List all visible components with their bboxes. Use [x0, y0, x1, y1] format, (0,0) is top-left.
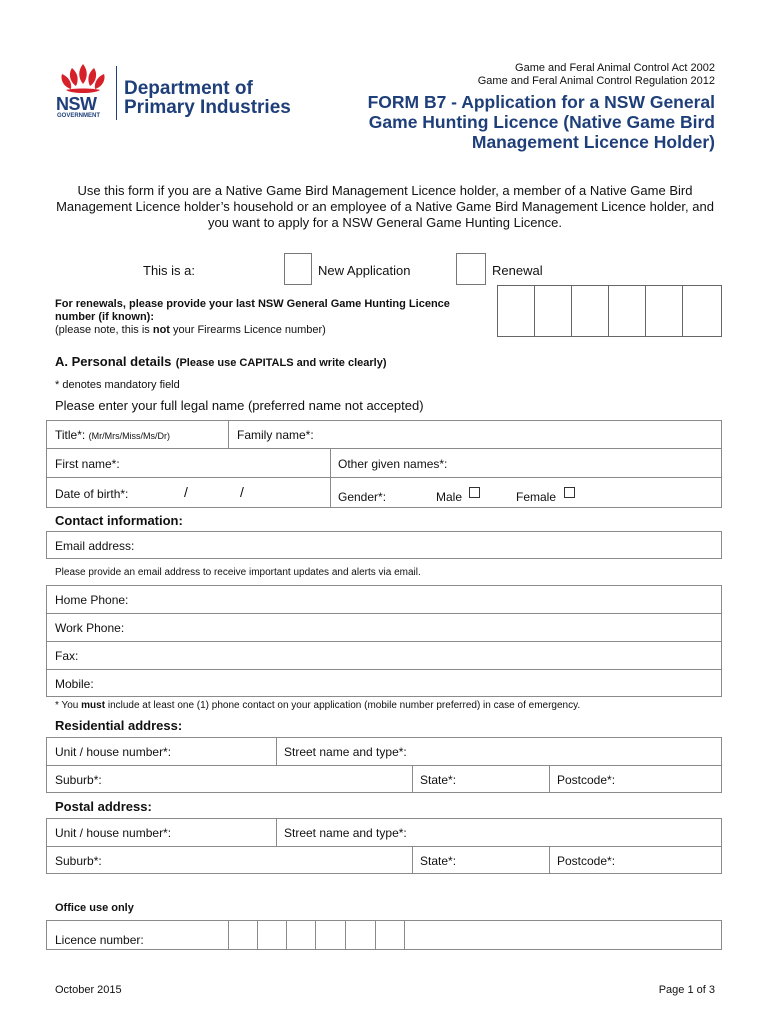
office-licence-digit: [257, 920, 258, 950]
office-use-heading: Office use only: [55, 902, 134, 914]
mandatory-note: * denotes mandatory field: [55, 379, 180, 391]
postal-suburb-field[interactable]: Suburb*:: [55, 854, 102, 868]
office-licence-digit: [375, 920, 376, 950]
renewal-checkbox[interactable]: [456, 253, 486, 285]
intro-text: [40, 183, 730, 231]
email-field[interactable]: Email address:: [55, 539, 135, 553]
renewal-note-line2: number (if known):: [55, 311, 154, 323]
office-licence-digit: [345, 920, 346, 950]
phone-note: [55, 700, 580, 711]
residential-heading: Residential address:: [55, 718, 183, 733]
licence-digit-box[interactable]: [571, 285, 572, 337]
act-line1: Game and Feral Animal Control Act 2002: [515, 62, 715, 74]
personal-details-heading: [55, 353, 386, 371]
title-hint: (Mr/Mrs/Miss/Ms/Dr): [88, 431, 171, 441]
licence-digit-box[interactable]: [608, 285, 609, 337]
first-name-field[interactable]: First name*:: [55, 457, 120, 471]
residential-state-field[interactable]: State*:: [420, 773, 457, 787]
office-licence-digit: [315, 920, 316, 950]
renewal-note-line3-post: your Firearms Licence number): [169, 324, 326, 336]
female-checkbox[interactable]: [564, 487, 575, 498]
male-label: Male: [436, 490, 463, 504]
title-label: Title*:: [55, 428, 86, 442]
new-application-checkbox[interactable]: [284, 253, 312, 285]
nsw-wordmark: NSW: [56, 94, 97, 114]
licence-digit-box[interactable]: [682, 285, 683, 337]
postal-unit-field[interactable]: Unit / house number*:: [55, 826, 172, 840]
footer-date: October 2015: [55, 984, 122, 996]
logo-divider: [116, 66, 117, 120]
government-wordmark: GOVERNMENT: [57, 113, 101, 119]
family-name-field[interactable]: Family name*:: [237, 428, 314, 442]
phone-note-post: include at least one (1) phone contact on your application (mobile number preferred) in case of emergency.: [105, 700, 581, 711]
licence-digit-box[interactable]: [534, 285, 535, 337]
renewal-note-line3-pre: (please note, this is: [55, 324, 153, 336]
residential-street-field[interactable]: Street name and type*:: [284, 745, 407, 759]
renewal-note-line3-bold: not: [152, 324, 170, 336]
personal-heading-note: (Please use CAPITALS and write clearly): [175, 357, 387, 369]
form-title-line3: Management Licence Holder): [471, 132, 715, 152]
form-title-line1: FORM B7 - Application for a NSW General: [367, 92, 715, 112]
office-licence-digit: [404, 920, 405, 950]
department-name-line1: Department of: [124, 78, 253, 99]
residential-suburb-field[interactable]: Suburb*:: [55, 773, 102, 787]
date-of-birth-field[interactable]: Date of birth*:: [55, 487, 129, 501]
form-title-line2: Game Hunting Licence (Native Game Bird: [368, 112, 715, 132]
postal-postcode-field[interactable]: Postcode*:: [557, 854, 616, 868]
postal-heading: Postal address:: [55, 799, 152, 814]
title-field[interactable]: [55, 428, 170, 442]
office-licence-digit: [286, 920, 287, 950]
email-box: [46, 531, 722, 559]
renewal-label: Renewal: [492, 263, 543, 278]
email-note: Please provide an email address to receive important updates and alerts via email.: [55, 567, 421, 578]
act-line2: Game and Feral Animal Control Regulation 2012: [477, 75, 715, 87]
contact-heading: Contact information:: [55, 513, 183, 528]
residential-postcode-field[interactable]: Postcode*:: [557, 773, 616, 787]
waratah-icon: [52, 60, 114, 96]
fax-field[interactable]: Fax:: [55, 649, 79, 663]
personal-heading-text: A. Personal details: [55, 354, 172, 369]
gender-label: Gender*:: [338, 490, 387, 504]
intro-line3: you want to apply for a NSW General Game Hunting Licence.: [207, 215, 563, 230]
other-given-names-field[interactable]: Other given names*:: [338, 457, 448, 471]
phone-note-bold: must: [81, 700, 106, 711]
renewal-note-line3: [55, 324, 450, 337]
renewal-note: [55, 298, 450, 337]
male-checkbox[interactable]: [469, 487, 480, 498]
residential-unit-field[interactable]: Unit / house number*:: [55, 745, 172, 759]
intro-line1: Use this form if you are a Native Game Bird Management Licence holder, a member of a Native Game Bird: [77, 183, 693, 198]
home-phone-field[interactable]: Home Phone:: [55, 593, 129, 607]
dob-separator-1: /: [184, 484, 188, 500]
dob-separator-2: /: [240, 484, 244, 500]
department-name-line2: Primary Industries: [124, 97, 291, 118]
new-application-label: New Application: [318, 263, 411, 278]
office-licence-label: Licence number:: [55, 933, 144, 947]
postal-state-field[interactable]: State*:: [420, 854, 457, 868]
legal-name-note: Please enter your full legal name (preferred name not accepted): [55, 398, 424, 413]
office-licence-table: [46, 920, 722, 950]
intro-line2: Management Licence holder’s household or an employee of a Native Game Bird Management Licence holder, and: [56, 199, 714, 214]
phone-note-pre: * You: [55, 700, 82, 711]
licence-digit-box[interactable]: [645, 285, 646, 337]
work-phone-field[interactable]: Work Phone:: [55, 621, 125, 635]
mobile-field[interactable]: Mobile:: [55, 677, 94, 691]
female-label: Female: [516, 490, 557, 504]
previous-licence-number-boxes: [497, 285, 722, 337]
application-type-label: This is a:: [143, 263, 196, 278]
nsw-logo: [52, 60, 114, 120]
postal-street-field[interactable]: Street name and type*:: [284, 826, 407, 840]
footer-page-number: Page 1 of 3: [658, 984, 715, 996]
renewal-note-line1: For renewals, please provide your last NSW General Game Hunting Licence: [55, 298, 450, 310]
